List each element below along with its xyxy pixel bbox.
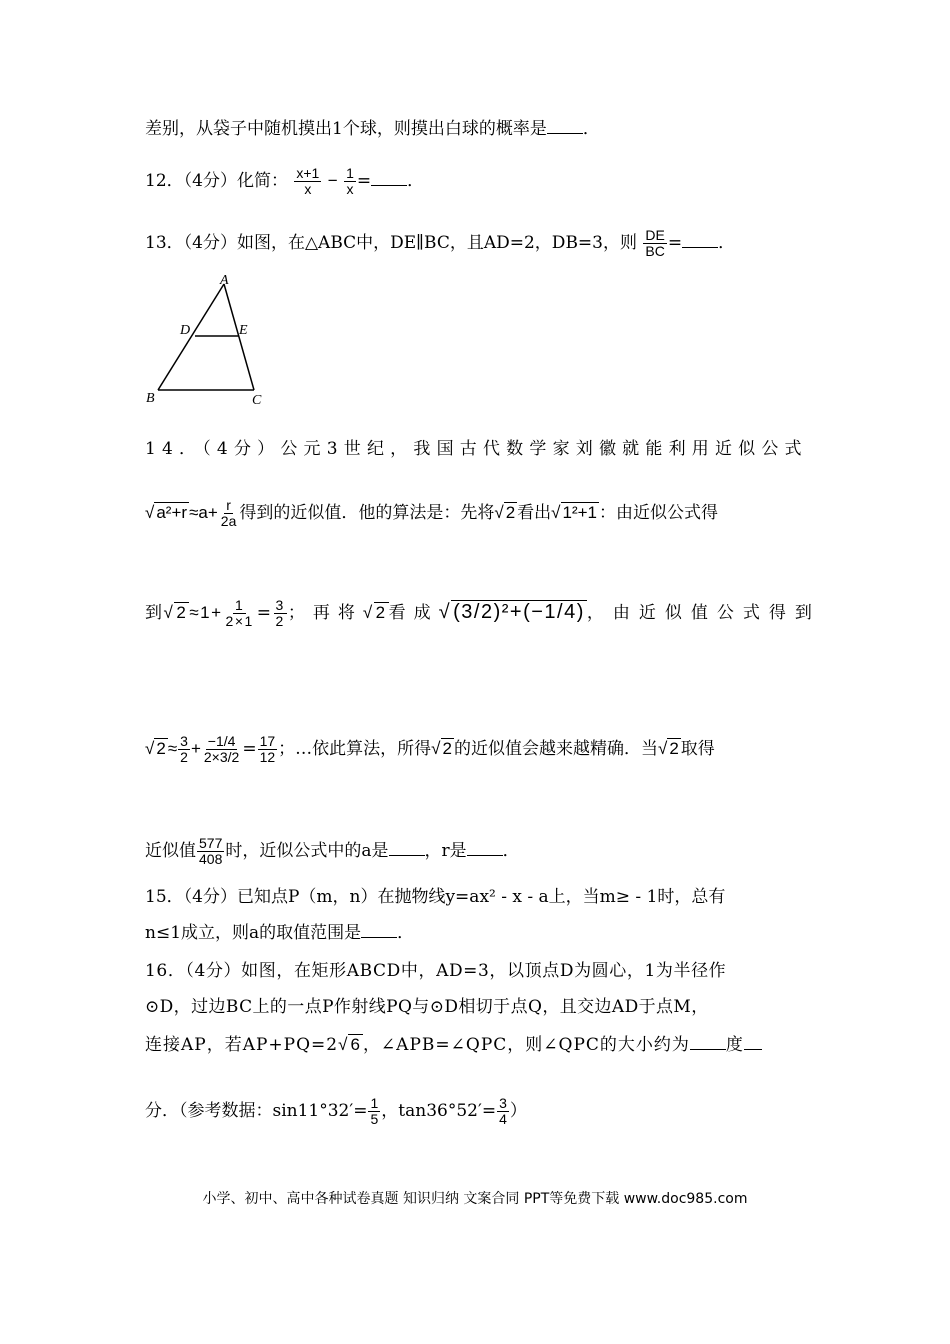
sqrt-expression: √ a²+r xyxy=(145,503,188,522)
fraction-2 xyxy=(344,166,356,197)
radicand: 2 xyxy=(156,739,166,758)
period: ． xyxy=(502,841,520,861)
denominator: x xyxy=(346,181,354,197)
numerator: −1/4 xyxy=(207,733,236,749)
label-b: B xyxy=(146,391,155,406)
radicand: 2 xyxy=(442,739,452,758)
text: 看成 xyxy=(388,603,439,623)
score: （4分） xyxy=(183,233,237,253)
side-ab xyxy=(158,284,224,390)
numerator: DE xyxy=(645,227,665,243)
fraction-1 xyxy=(294,166,321,197)
problem-11-tail xyxy=(145,118,600,140)
text: ；再将 xyxy=(287,603,363,623)
problem-text: ⊙D，过边BC上的一点P作射线PQ与⊙D相切于点Q，且交边AD于点M， xyxy=(145,997,709,1017)
text: 分．（参考数据：sin11°32′= xyxy=(145,1101,368,1121)
period: ． xyxy=(718,233,736,253)
problem-16-line-4 xyxy=(145,1096,527,1127)
text: 的近似值会越来越精确．当 xyxy=(453,739,658,759)
triangle-figure xyxy=(140,270,280,410)
text: 近似值 xyxy=(145,841,196,861)
problem-13 xyxy=(145,228,735,259)
numerator: x+1 xyxy=(296,165,320,181)
denominator: 2 xyxy=(180,749,188,765)
problem-number: 12． xyxy=(145,171,184,191)
label-e: E xyxy=(239,323,248,338)
problem-16-line-2 xyxy=(145,996,709,1018)
equals: = xyxy=(256,603,273,623)
radicand: 1²+1 xyxy=(562,503,598,522)
problem-text: 连接AP，若AP+PQ=2 xyxy=(145,1035,339,1055)
period: ． xyxy=(407,171,425,191)
page-footer: 小学、初中、高中各种试卷真题 知识归纳 文案合同 PPT等免费下载 www.doc985.com xyxy=(202,1191,748,1207)
fraction xyxy=(224,598,256,629)
problem-16-line-3 xyxy=(145,1034,762,1056)
problem-text: 15．（4分）已知点P（m，n）在抛物线y=ax² - x - a上，当m≥ - 1时，总有 xyxy=(145,887,726,907)
fraction-1-5 xyxy=(368,1096,380,1127)
denominator: 12 xyxy=(259,749,276,765)
sqrt-2: √ 2 xyxy=(163,603,188,622)
text: ；…依此算法，所得 xyxy=(278,739,432,759)
denominator: 408 xyxy=(199,851,223,867)
text: ：由近似公式得 xyxy=(599,503,719,523)
numerator: 3 xyxy=(275,597,285,613)
answer-blank-degree[interactable] xyxy=(690,1035,726,1050)
problem-text: n≤1成立，则a的取值范围是 xyxy=(145,923,362,943)
problem-text: 16．（4分）如图，在矩形ABCD中，AD=3，以顶点D为圆心，1为半径作 xyxy=(145,961,727,981)
compound-fraction xyxy=(202,734,241,765)
problem-text: ，∠APB=∠QPC，则∠QPC的大小约为 xyxy=(362,1035,690,1055)
answer-blank-a[interactable] xyxy=(389,841,425,856)
answer-blank[interactable] xyxy=(682,233,718,248)
plus: + xyxy=(190,739,201,758)
label-a: A xyxy=(220,273,229,288)
text: 取得 xyxy=(680,739,715,759)
radicand: (3/2)²+(−1/4) xyxy=(453,601,585,623)
text: ） xyxy=(509,1101,527,1121)
problem-14-line-3 xyxy=(145,598,821,629)
problem-text: 化简： xyxy=(236,171,288,191)
fraction-r-2a xyxy=(219,498,239,529)
sqrt-2: √ 2 xyxy=(145,739,166,758)
numerator: 1 xyxy=(235,597,245,613)
sqrt-2: √ 2 xyxy=(431,739,452,758)
numerator: 1 xyxy=(370,1095,379,1111)
numerator: 577 xyxy=(199,835,223,851)
answer-blank[interactable] xyxy=(547,119,583,134)
fraction-3-4 xyxy=(497,1096,509,1127)
period: ． xyxy=(582,119,600,139)
text: 得到的近似值．他的算法是：先将 xyxy=(239,503,495,523)
numerator: 17 xyxy=(259,733,276,749)
unit-degree: 度 xyxy=(725,1035,744,1055)
score: （4分） xyxy=(183,171,237,191)
numerator: r xyxy=(226,497,231,513)
minus-sign: − xyxy=(327,171,338,190)
sqrt-2: √ 2 xyxy=(657,739,679,758)
sqrt-2: √ 2 xyxy=(494,503,516,522)
approx-sign: ≈ xyxy=(167,739,178,758)
sqrt-6: √ 6 xyxy=(338,1035,361,1054)
text: 看出 xyxy=(517,503,552,523)
answer-blank[interactable] xyxy=(371,171,407,186)
radicand: 2 xyxy=(176,603,188,622)
text: 时，近似公式中的a是 xyxy=(225,841,389,861)
radicand: 2 xyxy=(505,503,516,522)
fraction xyxy=(274,598,287,629)
problem-12 xyxy=(145,166,424,197)
approx-sign: ≈a+ xyxy=(189,503,218,522)
denominator: 2a xyxy=(220,513,237,529)
problem-15-line-1 xyxy=(145,886,725,908)
radicand: a²+r xyxy=(156,503,188,522)
radicand: 2 xyxy=(375,603,387,622)
equals: = xyxy=(242,739,257,759)
fraction-577-408 xyxy=(197,836,224,867)
problem-text: 14．（4分）公元3世纪，我国古代数学家刘徽就能利用近似公式 xyxy=(145,439,808,459)
problem-14-line-4 xyxy=(145,734,715,765)
fraction xyxy=(258,734,278,765)
label-c: C xyxy=(252,393,262,408)
denominator: 2×3/2 xyxy=(203,749,240,765)
equals: = xyxy=(667,233,683,253)
text: ，r是 xyxy=(424,841,467,861)
period: ． xyxy=(397,923,415,943)
denominator: 5 xyxy=(370,1111,379,1127)
text: 到 xyxy=(145,603,164,623)
problem-16-line-1 xyxy=(145,960,726,982)
answer-blank[interactable] xyxy=(361,923,397,938)
fraction-de-bc xyxy=(643,228,666,259)
problem-text: 如图，在△ABC中，DE∥BC，且AD=2，DB=3，则 xyxy=(236,233,637,253)
label-d: D xyxy=(180,323,191,338)
math: ≈1+ xyxy=(189,603,223,622)
sqrt-2: √ 2 xyxy=(362,603,387,622)
problem-14-line-2 xyxy=(145,498,718,529)
sqrt-expression: √ 1²+1 xyxy=(551,503,598,522)
problem-14-line-5 xyxy=(145,836,520,867)
p11-text: 差别，从袋子中随机摸出1个球，则摸出白球的概率是 xyxy=(145,119,547,139)
numerator: 3 xyxy=(180,733,188,749)
denominator: x xyxy=(304,181,312,197)
radicand: 6 xyxy=(350,1035,361,1054)
fraction xyxy=(178,734,190,765)
denominator: 2×1 xyxy=(225,613,254,629)
equals: = xyxy=(356,171,372,191)
radicand: 2 xyxy=(669,739,679,758)
answer-blank-minute[interactable] xyxy=(744,1035,762,1050)
text: ，由近似值公式得到 xyxy=(586,603,821,623)
problem-number: 13． xyxy=(145,233,184,253)
problem-15-line-2 xyxy=(145,922,414,944)
denominator: 4 xyxy=(499,1111,507,1127)
text: ，tan36°52′= xyxy=(381,1101,497,1121)
problem-14-line-1 xyxy=(145,438,808,460)
numerator: 1 xyxy=(346,165,354,181)
answer-blank-r[interactable] xyxy=(467,841,503,856)
numerator: 3 xyxy=(499,1095,507,1111)
denominator: BC xyxy=(645,243,665,259)
sqrt-big-expression: √ (3/2)²+(−1/4) xyxy=(438,601,585,623)
denominator: 2 xyxy=(275,613,285,629)
